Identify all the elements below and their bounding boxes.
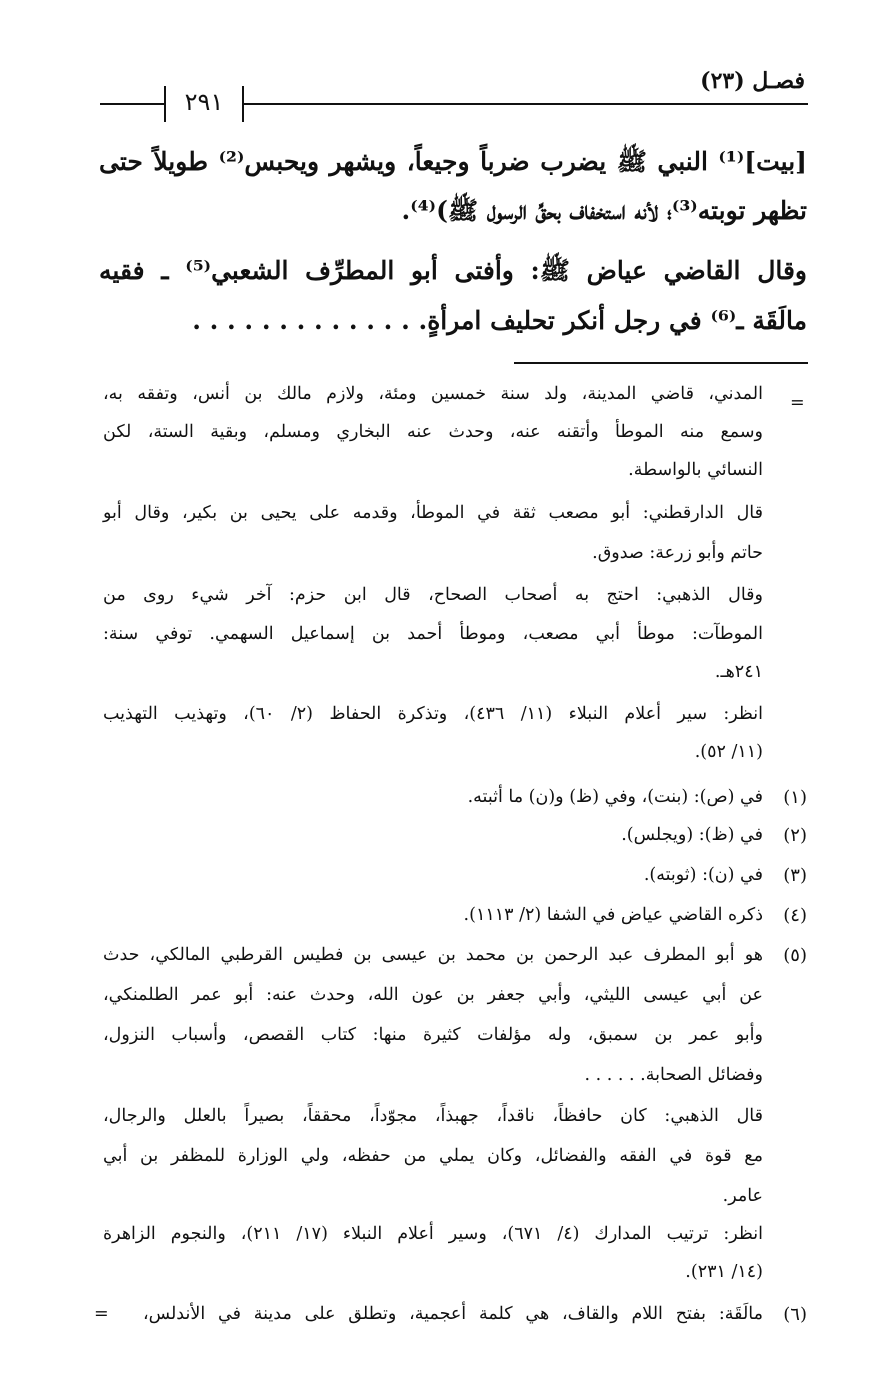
cont-line-9: انظر: سير أعلام النبلاء (١١/ ٤٣٦)، وتذكرة الحفاظ (٢/ ٦٠)، وتهذيب التهذيب [103, 704, 764, 724]
footnote-5-line-3: وأبو عمر بن سمبق، وله مؤلفات كثيرة منها: كتاب القصص، وأسباب النزول، [103, 1025, 763, 1045]
footnote-1-number: (١) [783, 787, 807, 808]
cont-line-4: قال الدارقطني: أبو مصعب ثقة في الموطأ، وقدمه على يحيى بن بكير، وقال أبو [103, 503, 763, 523]
footnote-5-line-6: مع قوة في الفقه والفضائل، وكان يملي من حفظه، ولي الوزارة للمظفر بن أبي [103, 1146, 763, 1166]
footnote-5-line-8: انظر: ترتيب المدارك (٤/ ٦٧١)، وسير أعلام النبلاء (١٧/ ٢١١)، والنجوم الزاهرة [103, 1224, 764, 1244]
cont-line-5: حاتم وأبو زرعة: صدوق. [592, 543, 763, 563]
footnote-5-text: هو أبو المطرف عبد الرحمن بن محمد بن عيسى بن فطيس القرطبي المالكي، حدث [103, 945, 763, 965]
footnote-1-text: في (ص): (بنت)، وفي (ظ) و(ن) ما أثبته. [467, 787, 763, 807]
main-line-1: [بيت]⁽¹⁾ النبي ﷺ يضرب ضرباً وجيعاً، ويشهر ويحبس⁽²⁾ طويلاً حتى [99, 147, 807, 176]
footnote-3-number: (٣) [783, 865, 807, 886]
continuation-mark: = [790, 393, 805, 413]
footnote-6-number: (٦) [783, 1304, 807, 1325]
footnote-separator [514, 362, 808, 364]
cont-line-8: ٢٤١هـ. [714, 662, 763, 682]
footnote-5-number: (٥) [783, 945, 807, 966]
header-divider-right [242, 86, 244, 122]
header-rule-right [242, 103, 808, 105]
footnote-5-line-4: وفضائل الصحابة. . . . . . [584, 1065, 763, 1085]
header-rule-left [100, 103, 164, 105]
cont-line-10: (١١/ ٥٢). [694, 742, 763, 762]
chapter-title: فصـل (٢٣) [700, 68, 805, 94]
footnote-2-number: (٢) [783, 825, 807, 846]
cont-line-2: وسمع منه الموطأ وأتقنه عنه، وحدث عنه البخاري ومسلم، وبقية الستة، لكن [103, 422, 763, 442]
footnote-4-number: (٤) [783, 905, 807, 926]
cont-line-7: الموطآت: موطأ أبي مصعب، وموطأ أحمد بن إسماعيل السهمي. توفي سنة: [103, 624, 763, 644]
footnote-6-continuation-mark: = [94, 1304, 109, 1324]
footnote-2-text: في (ظ): (ويجلس). [621, 825, 763, 845]
footnote-3-text: في (ن): (ثوبته). [643, 865, 763, 885]
page-number: ٢٩١ [184, 88, 224, 116]
footnote-5-line-2: عن أبي عيسى الليثي، وأبي جعفر بن عون الله، وحدث عنه: أبو عمر الطلمنكي، [103, 985, 763, 1005]
cont-line-6: وقال الذهبي: احتج به أصحاب الصحاح، قال ابن حزم: آخر شيء روى من [103, 585, 763, 605]
cont-line-1: المدني، قاضي المدينة، ولد سنة خمسين ومئة، ولازم مالك بن أنس، وتفقه به، [103, 384, 763, 404]
footnote-5-line-9: (١٤/ ٢٣١). [685, 1262, 763, 1282]
main-line-3: وقال القاضي عياض ﷺ: وأفتى أبو المطرِّف الشعبي⁽⁵⁾ ـ فقيه [99, 256, 807, 285]
footnote-4-text: ذكره القاضي عياض في الشفا (٢/ ١١١٣). [463, 905, 763, 925]
footnote-5-line-7: عامر. [722, 1186, 763, 1206]
cont-line-3: النسائي بالواسطة. [628, 460, 763, 480]
footnote-5-line-5: قال الذهبي: كان حافظاً، ناقداً، جهبذاً، مجوّداً، محققاً، بصيراً بالعلل والرجال، [103, 1106, 763, 1126]
main-line-2: تظهر توبته⁽³⁾؛ لأنه استخفاف بحقِّ الرسول ﷺ)⁽⁴⁾. [401, 196, 807, 225]
footnote-6-text: مالَقَة: بفتح اللام والقاف، هي كلمة أعجمية، وتطلق على مدينة في الأندلس، [143, 1304, 763, 1324]
main-line-4: مالَقَة ـ⁽⁶⁾ في رجل أنكر تحليف امرأةٍ. . . . . . . . . . . . . . [192, 306, 807, 335]
